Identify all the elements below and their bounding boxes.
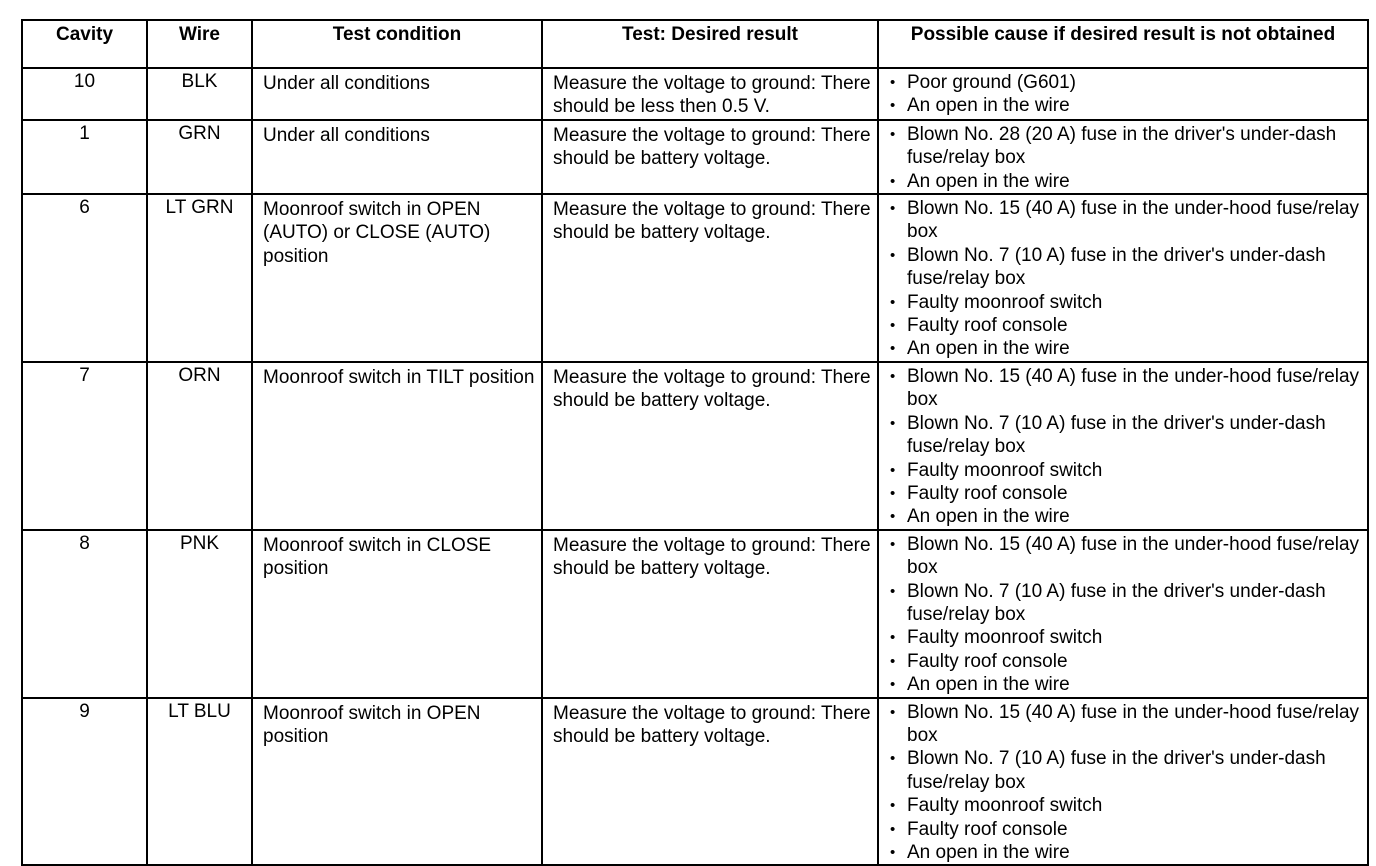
header-cavity: Cavity: [22, 20, 147, 68]
table-row: [22, 362, 1368, 530]
cavity-cell: 9: [22, 698, 147, 866]
cause-list: [885, 533, 1363, 697]
wire-cell: PNK: [147, 530, 252, 698]
cause-item: • Faulty roof console: [885, 314, 1363, 337]
cause-item: • An open in the wire: [885, 673, 1363, 696]
condition-cell: Under all conditions: [252, 68, 542, 120]
test-table: [21, 19, 1369, 866]
result-cell: Measure the voltage to ground: There should be battery voltage.: [542, 362, 878, 530]
cavity-cell: 7: [22, 362, 147, 530]
cause-item: • Blown No. 15 (40 A) fuse in the under-hood fuse/relay box: [885, 701, 1363, 748]
cause-item: • Faulty roof console: [885, 482, 1363, 505]
cause-cell: [878, 530, 1368, 698]
cause-item: • Blown No. 15 (40 A) fuse in the under-hood fuse/relay box: [885, 533, 1363, 580]
result-cell: Measure the voltage to ground: There should be battery voltage.: [542, 698, 878, 866]
cause-item: • Blown No. 7 (10 A) fuse in the driver's under-dash fuse/relay box: [885, 580, 1363, 627]
cause-item: • Faulty roof console: [885, 818, 1363, 841]
result-cell: Measure the voltage to ground: There should be battery voltage.: [542, 120, 878, 194]
condition-cell: Moonroof switch in OPEN (AUTO) or CLOSE (AUTO) position: [252, 194, 542, 362]
header-test-condition: Test condition: [252, 20, 542, 68]
table-row: [22, 68, 1368, 120]
cause-list: [885, 123, 1363, 193]
cause-item: • Blown No. 7 (10 A) fuse in the driver's under-dash fuse/relay box: [885, 747, 1363, 794]
cause-item: • Poor ground (G601): [885, 71, 1363, 94]
cause-item: • Blown No. 15 (40 A) fuse in the under-hood fuse/relay box: [885, 365, 1363, 412]
wire-cell: GRN: [147, 120, 252, 194]
cause-cell: [878, 68, 1368, 120]
wire-cell: LT GRN: [147, 194, 252, 362]
cause-list: [885, 197, 1363, 361]
cause-item: • Blown No. 28 (20 A) fuse in the driver's under-dash fuse/relay box: [885, 123, 1363, 170]
cause-item: • Blown No. 15 (40 A) fuse in the under-hood fuse/relay box: [885, 197, 1363, 244]
wire-cell: LT BLU: [147, 698, 252, 866]
cause-item: • Blown No. 7 (10 A) fuse in the driver's under-dash fuse/relay box: [885, 244, 1363, 291]
wire-cell: ORN: [147, 362, 252, 530]
condition-cell: Under all conditions: [252, 120, 542, 194]
condition-cell: Moonroof switch in TILT position: [252, 362, 542, 530]
cause-item: • An open in the wire: [885, 841, 1363, 864]
table-row: [22, 698, 1368, 866]
condition-cell: Moonroof switch in OPEN position: [252, 698, 542, 866]
table-row: [22, 120, 1368, 194]
cause-item: • Faulty moonroof switch: [885, 794, 1363, 817]
header-desired-result: Test: Desired result: [542, 20, 878, 68]
cause-item: • Faulty moonroof switch: [885, 291, 1363, 314]
cause-item: • Faulty moonroof switch: [885, 626, 1363, 649]
condition-cell: Moonroof switch in CLOSE position: [252, 530, 542, 698]
cavity-cell: 8: [22, 530, 147, 698]
cavity-cell: 1: [22, 120, 147, 194]
cavity-cell: 10: [22, 68, 147, 120]
cause-cell: [878, 194, 1368, 362]
cause-list: [885, 365, 1363, 529]
result-cell: Measure the voltage to ground: There should be battery voltage.: [542, 530, 878, 698]
cause-cell: [878, 362, 1368, 530]
cause-item: • Blown No. 7 (10 A) fuse in the driver's under-dash fuse/relay box: [885, 412, 1363, 459]
wire-cell: BLK: [147, 68, 252, 120]
cause-item: • An open in the wire: [885, 170, 1363, 193]
cause-item: • Faulty moonroof switch: [885, 459, 1363, 482]
cause-list: [885, 71, 1363, 118]
table-row: [22, 530, 1368, 698]
cause-item: • An open in the wire: [885, 505, 1363, 528]
cause-list: [885, 701, 1363, 865]
header-row: [22, 20, 1368, 68]
cause-item: • Faulty roof console: [885, 650, 1363, 673]
result-cell: Measure the voltage to ground: There should be less then 0.5 V.: [542, 68, 878, 120]
table-row: [22, 194, 1368, 362]
header-wire: Wire: [147, 20, 252, 68]
result-cell: Measure the voltage to ground: There should be battery voltage.: [542, 194, 878, 362]
cause-cell: [878, 120, 1368, 194]
cavity-cell: 6: [22, 194, 147, 362]
header-possible-cause: Possible cause if desired result is not obtained: [878, 20, 1368, 68]
cause-item: • An open in the wire: [885, 337, 1363, 360]
cause-item: • An open in the wire: [885, 94, 1363, 117]
cause-cell: [878, 698, 1368, 866]
